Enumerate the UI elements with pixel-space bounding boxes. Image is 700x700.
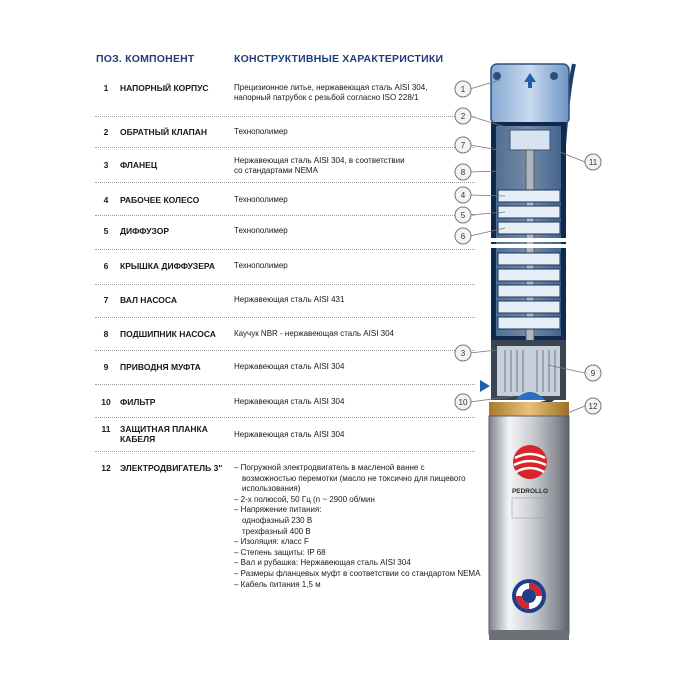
- callout-9: [585, 365, 601, 381]
- component-desc: Технополимер: [234, 195, 288, 204]
- callout-3: [455, 345, 471, 361]
- callout-11: [585, 154, 601, 170]
- component-name: ФИЛЬТР: [120, 397, 156, 407]
- svg-text:6: 6: [460, 232, 466, 241]
- component-name: ВАЛ НАСОСА: [120, 295, 177, 305]
- component-desc: Технополимер: [234, 226, 288, 235]
- component-desc-line2: напорный патрубок с резьбой согласно ISO 228/1: [234, 93, 419, 102]
- motor-spec-line: – Размеры фланцевых муфт в соответствии со стандартом NEMA: [234, 568, 481, 578]
- motor-spec-line: трехфазный 400 В: [242, 526, 311, 536]
- component-name: ЗАЩИТНАЯ ПЛАНКА: [120, 424, 208, 434]
- component-desc: Нержавеющая сталь AISI 304: [234, 362, 345, 371]
- row-number: 2: [103, 127, 109, 137]
- component-name: РАБОЧЕЕ КОЛЕСО: [120, 195, 200, 205]
- arrow-right-icon: [480, 380, 490, 392]
- motor-spec-line: – Напряжение питания:: [234, 505, 322, 515]
- brand-label: PEDROLLO: [511, 488, 549, 495]
- component-desc: Нержавеющая сталь AISI 304: [234, 430, 345, 439]
- callout-5: [455, 207, 471, 223]
- component-name: ДИФФУЗОР: [120, 226, 170, 236]
- component-desc: Каучук NBR - нержавеющая сталь AISI 304: [234, 329, 394, 338]
- callout-12: [585, 398, 601, 414]
- component-desc: Нержавеющая сталь AISI 304: [234, 397, 345, 406]
- motor-base: [489, 630, 569, 640]
- svg-text:5: 5: [460, 211, 466, 220]
- svg-text:3: 3: [460, 349, 466, 358]
- component-desc: Технополимер: [234, 261, 288, 270]
- casing-bolt: [550, 72, 558, 80]
- motor-spec-line: – Изоляция: класс F: [234, 537, 309, 547]
- svg-text:2: 2: [460, 112, 466, 121]
- impeller-stages: [498, 190, 560, 329]
- filter-screen: [497, 346, 560, 396]
- column-header-characteristics: КОНСТРУКТИВНЫЕ ХАРАКТЕРИСТИКИ: [234, 53, 444, 65]
- component-desc-line2: со стандартами NEMA: [234, 166, 318, 175]
- row-number: 3: [103, 160, 109, 170]
- callout-10: [455, 394, 471, 410]
- component-name: ПРИВОДНЯ МУФТА: [120, 362, 201, 372]
- component-name: НАПОРНЫЙ КОРПУС: [120, 83, 209, 93]
- lifebuoy-emblem: [512, 579, 546, 613]
- motor-spec-line: – Степень защиты: IP 68: [234, 547, 326, 557]
- motor-spec-line: возможностью перемотки (масло не токсично для пищевого: [242, 473, 466, 483]
- casing-bolt: [493, 72, 501, 80]
- row-number: 12: [101, 463, 111, 473]
- row-number: 4: [103, 195, 109, 205]
- callout-8: [455, 164, 471, 180]
- component-name: ОБРАТНЫЙ КЛАПАН: [120, 127, 208, 137]
- component-desc: Технополимер: [234, 127, 288, 136]
- svg-text:1: 1: [460, 85, 466, 94]
- row-number: 11: [101, 424, 111, 434]
- component-name-line2: КАБЕЛЯ: [120, 434, 156, 444]
- row-number: 6: [103, 261, 109, 271]
- svg-text:4: 4: [460, 191, 466, 200]
- row-number: 7: [103, 295, 109, 305]
- component-desc: Нержавеющая сталь AISI 304, в соответствии: [234, 156, 405, 165]
- motor-flange: [489, 402, 569, 416]
- component-desc: Нержавеющая сталь AISI 431: [234, 295, 345, 304]
- row-number: 9: [103, 362, 109, 372]
- svg-text:10: 10: [458, 398, 468, 407]
- callout-2: [455, 108, 471, 124]
- motor-spec-line: – Погружной электродвигатель в масленой ванне с: [234, 463, 425, 472]
- row-number: 1: [103, 83, 109, 93]
- column-header-position: ПОЗ. КОМПОНЕНТ: [96, 53, 195, 65]
- row-number: 8: [103, 329, 109, 339]
- svg-text:12: 12: [588, 402, 598, 411]
- motor-spec-line: однофазный 230 В: [242, 515, 313, 525]
- pedrollo-logo: [513, 445, 547, 479]
- callout-4: [455, 187, 471, 203]
- motor-spec-line: – Вал и рубашка: Нержавеющая сталь AISI 304: [234, 558, 411, 568]
- callout-1: [455, 81, 471, 97]
- row-number: 10: [101, 397, 111, 407]
- check-valve: [510, 130, 550, 150]
- svg-text:9: 9: [590, 369, 596, 378]
- motor-spec-line: – 2-х полюсой, 50 Гц (n ~ 2900 об/мин: [234, 494, 375, 504]
- row-number: 5: [103, 226, 109, 236]
- motor-spec-line: использования): [242, 484, 301, 494]
- svg-text:7: 7: [460, 141, 466, 150]
- component-name: ЭЛЕКТРОДВИГАТЕЛЬ 3": [120, 463, 223, 473]
- svg-text:8: 8: [460, 168, 466, 177]
- component-name: КРЫШКА ДИФФУЗЕРА: [120, 261, 215, 271]
- svg-text:11: 11: [588, 158, 598, 167]
- motor-spec-line: – Кабель питания 1,5 м: [234, 579, 321, 589]
- callout-7: [455, 137, 471, 153]
- component-name: ФЛАНЕЦ: [120, 160, 158, 170]
- component-name: ПОДШИПНИК НАСОСА: [120, 329, 216, 339]
- component-desc: Прецизионное литье, нержавеющая сталь AISI 304,: [234, 83, 428, 92]
- callout-6: [455, 228, 471, 244]
